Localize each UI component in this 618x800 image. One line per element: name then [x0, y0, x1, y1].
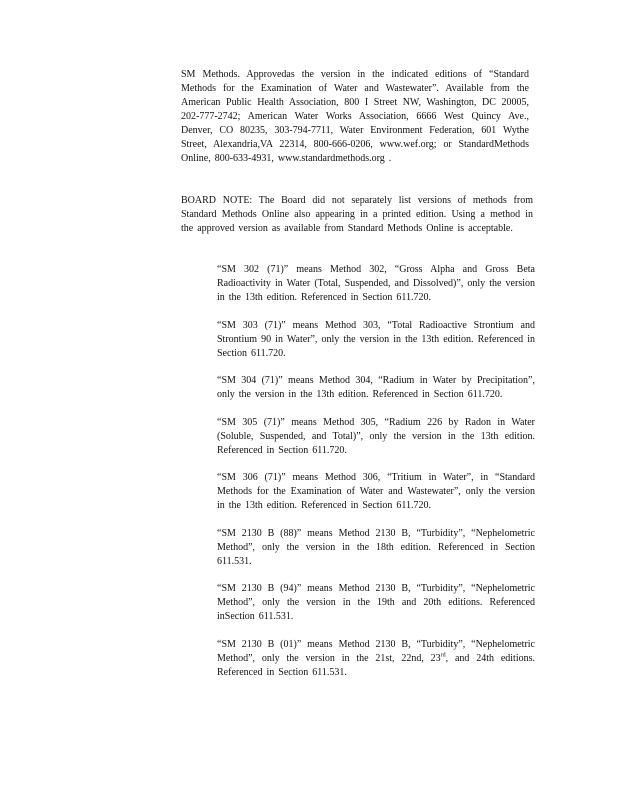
definition-text-end: , and 24th editions. Referenced in Section 611.531. [217, 652, 535, 678]
definition-sm-304: “SM 304 (71)” means Method 304, “Radium in Water by Precipitation”, only the version in the 13th edition. Referenced in Section 611.720. [217, 375, 535, 400]
definition-sm-306: “SM 306 (71)” means Method 306, “Tritium in Water”, in “Standard Methods for the Examination of Water and Wastewater”, only the version in the 13th edition. Referenced in Section 611.720. [217, 472, 535, 511]
intro-paragraph: SM Methods. Approvedas the version in the indicated editions of “Standard Methods for the Examination of Water and Wastewater”. Available from the American Public Health Association, 800 I Street NW, Washington, DC 20005, 202-777-2742; American Water Works Association, 6666 West Quincy Ave., Denver, CO 80235, 303-794-7711, Water Environment Federation, 601 Wythe Street, Alexandria,VA 22314, 800-666-0206, www.wef.org; or StandardMethods Online, 800-633-4931, www.standardmethods.org . [181, 69, 529, 164]
definition-text-start: “SM 2130 B (01)” means Method 2130 B, “Turbidity”, “Nephelometric Method”, only the version in the 21st, 22nd, 23 [217, 638, 535, 664]
definition-sm-302: “SM 302 (71)” means Method 302, “Gross Alpha and Gross Beta Radioactivity in Water (Total, Suspended, and Dissolved)”, only the version in the 13th edition. Referenced in Section 611.720. [217, 264, 535, 303]
definition-sm-303: “SM 303 (71)” means Method 303, “Total Radioactive Strontium and Strontium 90 in Water”, only the version in the 13th edition. Referenced in Section 611.720. [217, 319, 535, 359]
definition-sm-2130b-88: “SM 2130 B (88)” means Method 2130 B, “Turbidity”, “Nephelometric Method”, only the version in the 18th edition. Referenced in Section 611.531. [217, 527, 535, 567]
definition-sm-2130b-01 [217, 638, 535, 680]
ordinal-superscript: rd [440, 652, 446, 659]
definition-sm-2130b-94: “SM 2130 B (94)” means Method 2130 B, “Turbidity”, “Nephelometric Method”, only the version in the 19th and 20th editions. Referenced inSection 611.531. [217, 583, 535, 622]
definition-sm-305: “SM 305 (71)” means Method 305, “Radium 226 by Radon in Water (Soluble, Suspended, and Total)”, only the version in the 13th edition. Referenced in Section 611.720. [217, 416, 535, 456]
board-note: BOARD NOTE: The Board did not separately list versions of methods from Standard Methods Online also appearing in a printed edition. Using a method in the approved version as available from Standard Methods Online is acceptable. [181, 195, 533, 234]
definitions-list [217, 263, 535, 693]
